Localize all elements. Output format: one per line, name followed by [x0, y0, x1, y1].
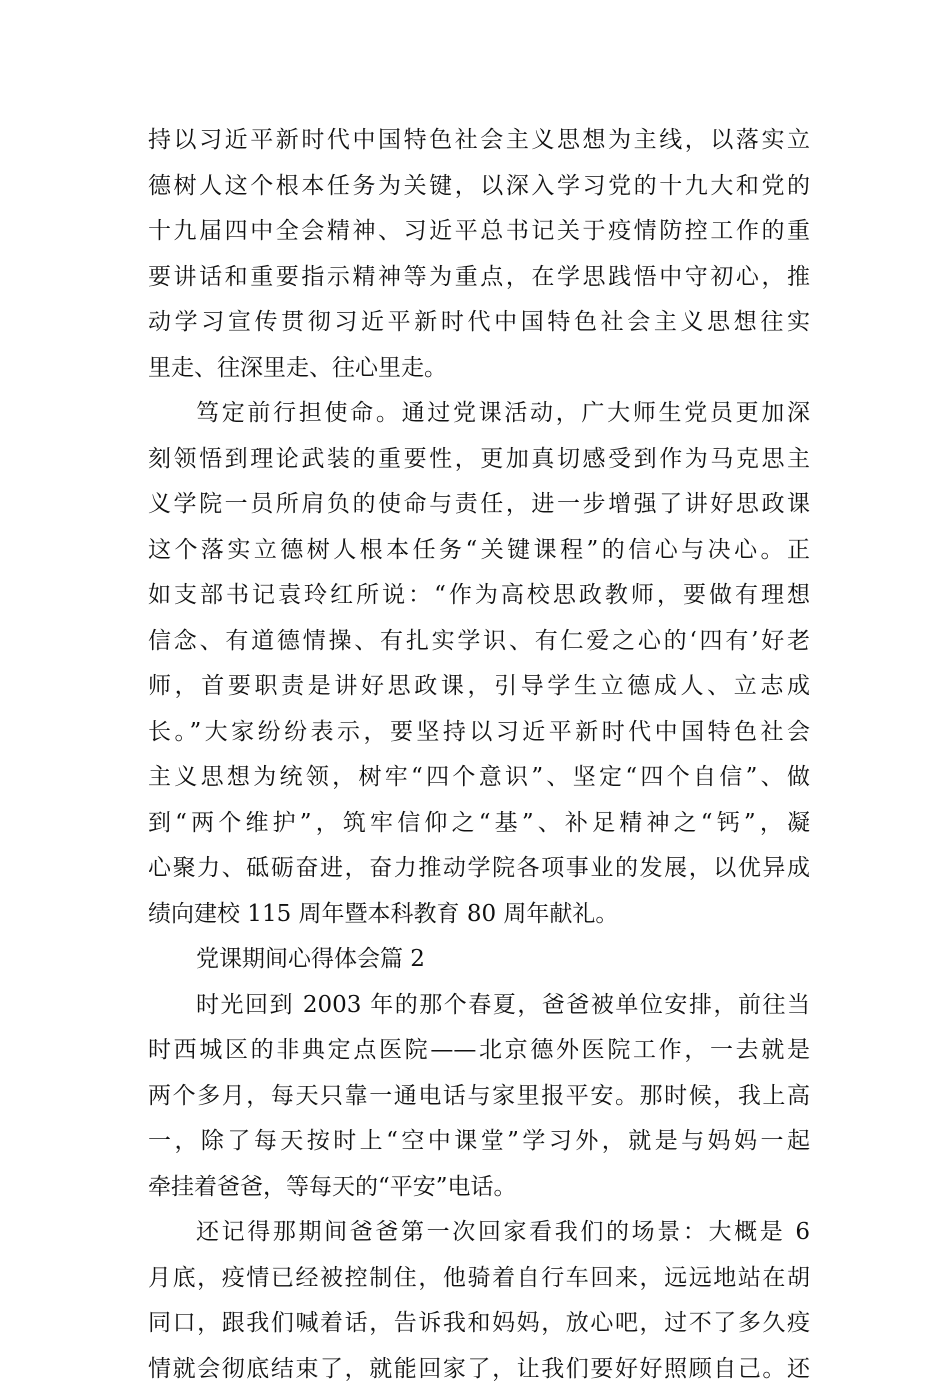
- text-line: 十九届四中全会精神、习近平总书记关于疫情防控工作的重: [148, 209, 810, 255]
- text-line: 还记得那期间爸爸第一次回家看我们的场景：大概是 6: [148, 1210, 810, 1256]
- text-line: 里走、往深里走、往心里走。: [148, 346, 810, 392]
- text-line: 牵挂着爸爸，等每天的“平安”电话。: [148, 1165, 810, 1211]
- document-body: [148, 118, 810, 1392]
- text-line: 心聚力、砥砺奋进，奋力推动学院各项事业的发展，以优异成: [148, 846, 810, 892]
- text-line: 同口，跟我们喊着话，告诉我和妈妈，放心吧，过不了多久疫: [148, 1301, 810, 1347]
- text-line: 时光回到 2003 年的那个春夏，爸爸被单位安排，前往当: [148, 983, 810, 1029]
- text-line: 信念、有道德情操、有扎实学识、有仁爱之心的‘四有’好老: [148, 619, 810, 665]
- text-line: 如支部书记袁玲红所说：“作为高校思政教师，要做有理想: [148, 573, 810, 619]
- text-line: 笃定前行担使命。通过党课活动，广大师生党员更加深: [148, 391, 810, 437]
- text-line: 这个落实立德树人根本任务“关键课程”的信心与决心。正: [148, 528, 810, 574]
- text-line: 情就会彻底结束了，就能回家了，让我们要好好照顾自己。还: [148, 1347, 810, 1392]
- text-line: 要讲话和重要指示精神等为重点，在学思践悟中守初心，推: [148, 255, 810, 301]
- text-line: 刻领悟到理论武装的重要性，更加真切感受到作为马克思主: [148, 437, 810, 483]
- text-line: 一，除了每天按时上“空中课堂”学习外，就是与妈妈一起: [148, 1119, 810, 1165]
- text-line: 动学习宣传贯彻习近平新时代中国特色社会主义思想往实: [148, 300, 810, 346]
- text-line: 两个多月，每天只靠一通电话与家里报平安。那时候，我上高: [148, 1074, 810, 1120]
- text-line: 持以习近平新时代中国特色社会主义思想为主线，以落实立: [148, 118, 810, 164]
- text-line: 师，首要职责是讲好思政课，引导学生立德成人、立志成: [148, 664, 810, 710]
- text-line: 到“两个维护”，筑牢信仰之“基”、补足精神之“钙”，凝: [148, 801, 810, 847]
- text-line: 时西城区的非典定点医院——北京德外医院工作，一去就是: [148, 1028, 810, 1074]
- text-line: 党课期间心得体会篇 2: [148, 937, 810, 983]
- text-line: 德树人这个根本任务为关键，以深入学习党的十九大和党的: [148, 164, 810, 210]
- text-line: 月底，疫情已经被控制住，他骑着自行车回来，远远地站在胡: [148, 1256, 810, 1302]
- text-line: 义学院一员所肩负的使命与责任，进一步增强了讲好思政课: [148, 482, 810, 528]
- text-line: 长。”大家纷纷表示，要坚持以习近平新时代中国特色社会: [148, 710, 810, 756]
- text-line: 主义思想为统领，树牢“四个意识”、坚定“四个自信”、做: [148, 755, 810, 801]
- text-line: 绩向建校 115 周年暨本科教育 80 周年献礼。: [148, 892, 810, 938]
